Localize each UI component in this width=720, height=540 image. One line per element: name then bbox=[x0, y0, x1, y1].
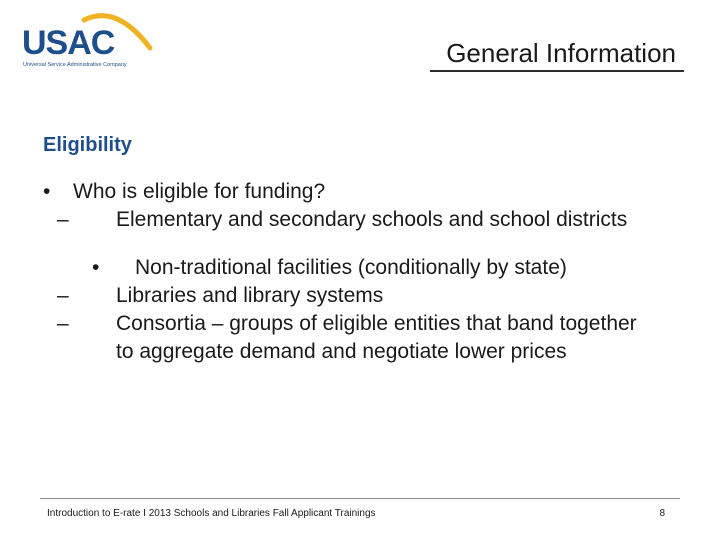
logo-subtitle: Universal Service Administrative Company bbox=[23, 62, 127, 68]
section-heading: Eligibility bbox=[43, 134, 132, 156]
dash-icon: – bbox=[57, 208, 69, 231]
slide-content bbox=[43, 178, 643, 366]
bullet-dot-icon: • bbox=[92, 256, 100, 279]
bullet-question bbox=[43, 178, 643, 206]
bullet-dot-icon: • bbox=[43, 180, 51, 203]
footer-text: Introduction to E-rate I 2013 Schools and Libraries Fall Applicant Trainings bbox=[47, 508, 376, 519]
sub-bullet-nontraditional bbox=[88, 254, 643, 282]
list-item-text: Consortia – groups of eligible entities that band together to aggregate demand and negotiate lower prices bbox=[116, 312, 637, 363]
list-item-libraries bbox=[57, 282, 643, 310]
list-item-text: Elementary and secondary schools and school districts bbox=[116, 208, 628, 231]
list-item-schools bbox=[57, 206, 643, 234]
logo-text: USAC bbox=[22, 24, 115, 62]
bullet-text: Who is eligible for funding? bbox=[73, 180, 326, 203]
page-title: General Information bbox=[446, 38, 676, 68]
list-item-consortia bbox=[57, 310, 643, 366]
usac-logo bbox=[22, 8, 162, 68]
sub-bullet-text: Non-traditional facilities (conditionally by state) bbox=[135, 256, 567, 279]
slide-header bbox=[0, 0, 720, 80]
page-number: 8 bbox=[659, 508, 665, 519]
dash-icon: – bbox=[57, 284, 69, 307]
title-underline bbox=[430, 70, 684, 72]
list-item-text: Libraries and library systems bbox=[116, 284, 384, 307]
dash-icon: – bbox=[57, 312, 69, 335]
footer-divider bbox=[40, 498, 680, 499]
